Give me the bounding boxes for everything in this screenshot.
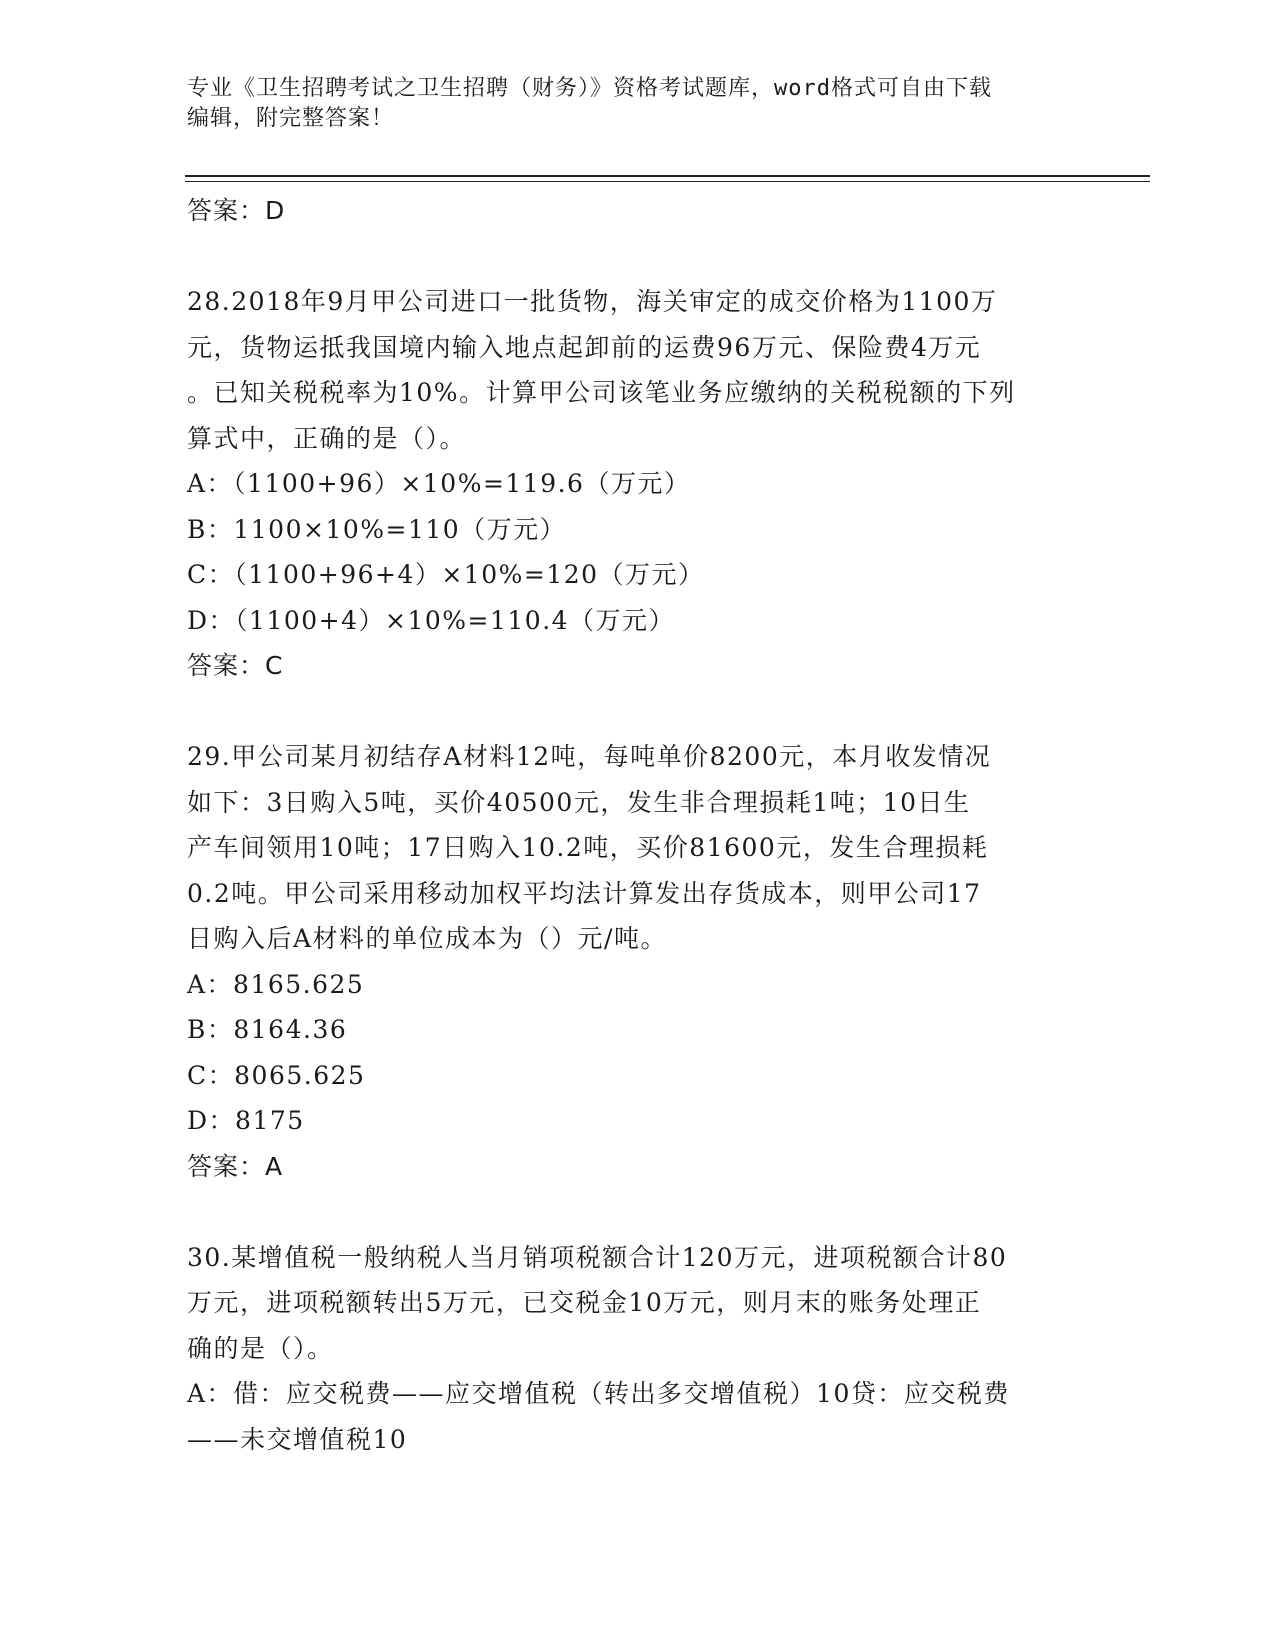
option-c: C：（1100+96+4）×10%=120（万元）: [187, 560, 705, 589]
spacer: [187, 689, 1087, 735]
spacer: [187, 234, 1087, 280]
document-body: [187, 188, 1087, 1462]
header-line-1: 专业《卫生招聘考试之卫生招聘（财务）》资格考试题库，word格式可自由下载: [187, 76, 992, 101]
question-text-line: 万元，进项税额转出5万元，已交税金10万元，则月末的账务处理正: [187, 1288, 982, 1317]
answer: 答案：C: [187, 651, 284, 680]
option-b: B：8164.36: [187, 1015, 348, 1044]
option-b: B：1100×10%=110（万元）: [187, 514, 567, 544]
question-text-line: 如下：3日购入5吨，买价40500元，发生非合理损耗1吨；10日生: [187, 787, 971, 817]
question-29: [187, 734, 1087, 1189]
question-text-line: 29.甲公司某月初结存A材料12吨，每吨单价8200元，本月收发情况: [187, 742, 992, 771]
question-text-line: 算式中，正确的是（）。: [187, 423, 467, 453]
question-30: [187, 1235, 1087, 1463]
option-c: C：8065.625: [187, 1060, 366, 1090]
question-text-line: 确的是（）。: [187, 1333, 334, 1363]
question-text-line: 0.2吨。甲公司采用移动加权平均法计算发出存货成本，则甲公司17: [187, 878, 982, 908]
header-line-2: 编辑，附完整答案！: [187, 106, 395, 131]
question-text-line: 元，货物运抵我国境内输入地点起卸前的运费96万元、保险费4万元: [187, 332, 982, 362]
question-text-line: 30.某增值税一般纳税人当月销项税额合计120万元，进项税额合计80: [187, 1242, 1008, 1272]
header-divider-thin: [185, 181, 1150, 182]
option-d: D：8175: [187, 1106, 305, 1135]
option-a-continued: ——未交增值税10: [187, 1424, 408, 1454]
question-text-line: 28.2018年9月甲公司进口一批货物，海关审定的成交价格为1100万: [187, 287, 998, 316]
header-divider-thick: [185, 175, 1150, 177]
answer: 答案：A: [187, 1151, 284, 1181]
question-text-line: 日购入后A材料的单位成本为（）元/吨。: [187, 924, 667, 953]
option-a: A：借：应交税费——应交增值税（转出多交增值税）10贷：应交税费: [187, 1379, 1010, 1408]
option-a: A：8165.625: [187, 969, 365, 999]
option-d: D：（1100+4）×10%=110.4（万元）: [187, 605, 676, 635]
spacer: [187, 1189, 1087, 1235]
previous-answer: 答案：D: [187, 196, 286, 225]
question-text-line: 产车间领用10吨；17日购入10.2吨，买价81600元，发生合理损耗: [187, 833, 989, 862]
question-28: [187, 279, 1087, 689]
option-a: A：（1100+96）×10%=119.6（万元）: [187, 469, 691, 498]
document-header: [187, 74, 1087, 134]
question-text-line: 。已知关税税率为10%。计算甲公司该笔业务应缴纳的关税税额的下列: [187, 378, 1016, 407]
